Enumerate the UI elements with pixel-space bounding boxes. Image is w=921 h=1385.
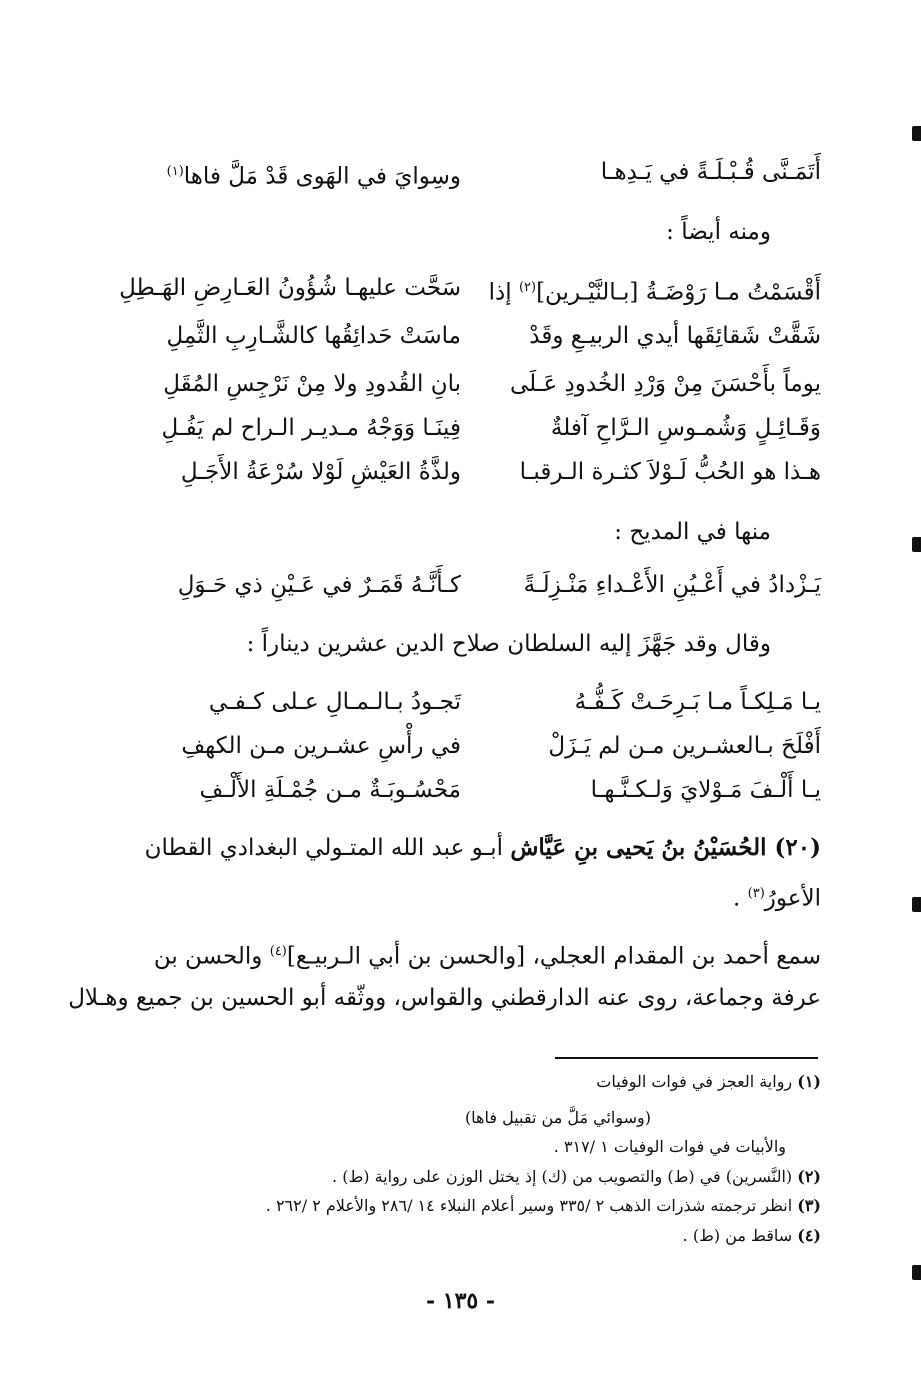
- footnote-1-source: والأبيات في فوات الوفيات ١ /٣١٧ .: [553, 1137, 786, 1156]
- prose-text: سمع أحمد بن المقدام العجلي، [والحسن بن أبي الـربيـع]: [286, 943, 821, 970]
- footnote-2: [101, 1164, 821, 1190]
- footnote-number: (٤): [797, 1226, 821, 1245]
- footnote-3: [101, 1193, 821, 1219]
- poem-1-ajz: فِينَـا وَوَجْهُ مـديـر الـراح لم يَفُـلِ: [161, 415, 461, 441]
- poem-2-verse: [101, 680, 821, 724]
- intro-also: ومنه أيضاً :: [666, 219, 771, 245]
- poem-1-verse: [101, 362, 821, 406]
- entry-heading: (٢٠) الحُسَيْنُ بنُ يَحيى بنِ عَيَّاش: [510, 834, 821, 861]
- footnote-4: [101, 1223, 821, 1249]
- poem-1-sadr-text: أَقْسَمْتُ مـا رَوْضَـةُ [بـالنَّيْـرين]: [536, 279, 821, 306]
- poem-1-verse: [101, 406, 821, 450]
- edge-mark: [912, 537, 921, 552]
- prose-line: [68, 976, 821, 1020]
- footnote-number: (٢): [797, 1167, 821, 1186]
- verse-1-ajz-text: وسِوايَ في الهَوى قَدْ مَلَّ فاها: [183, 163, 461, 190]
- prose-text: عرفة وجماعة، روى عنه الدارقطني والقواس، ووثّقه أبو الحسين بن جميع وهـلال: [68, 985, 821, 1011]
- edge-mark: [912, 1265, 921, 1280]
- prose-line: [101, 930, 821, 979]
- poem-2-ajz: في رأْسِ عشـرين مـن الكهفِ: [181, 733, 461, 759]
- poem-2-sadr: يـا مَـلِكـاً مـا بَـرِحَـتْ كَـفُّـهُ: [574, 689, 821, 715]
- poem-1-sadr: يوماً بأَحْسَنَ مِنْ وَرْدِ الخُدودِ عَـلَى: [509, 371, 821, 397]
- footnote-text: ساقط من (ط) .: [682, 1226, 793, 1245]
- verse-2-ajz: كـأَنَّـهُ قَمَـرٌ في عَـيْنِ ذي حَـوَلِ: [177, 572, 461, 598]
- poem-1-verse: [101, 314, 821, 358]
- footnote-number: (٣): [797, 1196, 821, 1215]
- footnote-text: انظر ترجمته شذرات الذهب ٢ /٣٣٥ وسير أعلام النبلاء ١٤ /٢٨٦ والأعلام ٢ /٢٦٢ .: [265, 1196, 793, 1215]
- footnote-1-quote: (وسوائي مَلَّ من تقبيل فاها): [464, 1108, 651, 1127]
- verse-2-sadr: يَـزْدادُ في أَعْـيُنِ الأَعْـداءِ مَنْـزِلَـةً: [523, 572, 821, 598]
- footnote-number: (١): [797, 1072, 821, 1091]
- poem-1-verse: [101, 450, 821, 494]
- intro-madih: منها في المديح :: [614, 519, 771, 545]
- entry-heading-text: أبـو عبد الله المتـولي البغدادي القطان: [144, 835, 511, 861]
- footnote-text: رواية العجز في فوات الوفيات: [596, 1072, 793, 1091]
- footnote-ref-1: (١): [166, 164, 184, 179]
- poem-2-sadr: أَفْلَحَ بـالعشـرين مـن لم يَـزَلْ: [548, 733, 821, 759]
- footnote-1: [101, 1069, 821, 1095]
- entry-heading-line: [101, 826, 821, 870]
- footnote-rule: [555, 1057, 818, 1059]
- footnote-ref-4: (٤): [269, 944, 287, 959]
- poem-2-sadr: يـا أَلْـفَ مَـوْلايَ وَلـكـنَّـهـا: [590, 777, 821, 803]
- poem-2-verse: [101, 724, 821, 768]
- poem-2-ajz: مَحْسُـوبَـةٌ مـن جُمْـلَةِ الأَلْـفِ: [199, 777, 461, 803]
- edge-mark: [912, 897, 921, 912]
- poem-1-ajz: ماسَتْ حَدائِقُها كالشَّـارِبِ الثَّمِلِ: [166, 323, 461, 349]
- footnote-ref-3: (٣): [747, 886, 765, 901]
- poem-2-verse: [101, 768, 821, 812]
- footnote-text: (النَّسرين) في (ط) والتصويب من (ك) إذ يختل الوزن على رواية (ط) .: [332, 1167, 793, 1186]
- poem-1-sadr: وَقَـائِـلٍ وَشُمـوسِ الـرَّاحِ آفلةٌ: [550, 415, 821, 441]
- entry-line2: الأعورُ: [764, 885, 821, 912]
- poem-1-verse: [101, 266, 821, 310]
- page-number: - ١٣٥ -: [425, 1288, 496, 1314]
- poem-1-sadr: [488, 266, 821, 315]
- poem-1-ajz: بانِ القُدودِ ولا مِنْ نَرْجِسِ المُقَلِ: [163, 371, 461, 397]
- entry-second-line: [101, 872, 821, 921]
- footnote-ref-2: (٢): [518, 280, 537, 295]
- entry-line2-end: .: [733, 885, 748, 912]
- poem-1-ajz: سَحَّت عليهـا شُؤُونُ العَـارِضِ الهَـطِلِ: [119, 275, 461, 301]
- verse-1-sadr: أَتَمَـنَّى قُـبْـلَـةً في يَـدِهـا: [600, 159, 821, 185]
- verse-2: [101, 563, 821, 607]
- poem-1-ajz: ولذَّةُ العَيْشِ لَوْلا سُرْعَةُ الأَجَـلِ: [180, 459, 461, 485]
- poem-1-sadr-end: إذا: [488, 279, 519, 306]
- verse-1-ajz: [101, 150, 461, 199]
- prose-text-end: والحسن بن: [153, 943, 270, 970]
- poem-1-sadr: شَقَّتْ شَقائِقَها أيدي الربيـعِ وقَدْ: [529, 323, 821, 349]
- edge-mark: [912, 126, 921, 141]
- verse-1: [101, 150, 821, 194]
- poem-2-ajz: تَجـودُ بـالـمـالِ عـلى كـفـي: [208, 689, 461, 715]
- intro-gift: وقال وقد جَهَّزَ إليه السلطان صلاح الدين عشرين ديناراً :: [246, 631, 771, 657]
- poem-1-sadr: هـذا هو الحُبُّ لَـوْلاَ كثـرة الـرقبـا: [519, 459, 821, 485]
